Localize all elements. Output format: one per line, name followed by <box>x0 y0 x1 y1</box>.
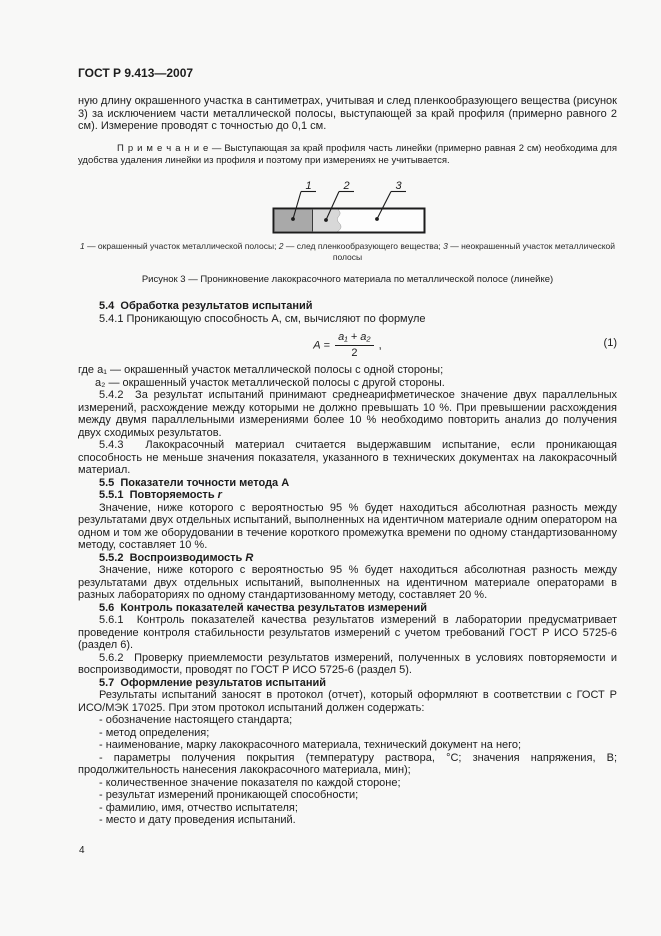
paragraph-5-4-1: 5.4.1 Проникающую способность А, см, вычисляют по формуле <box>99 312 426 325</box>
paragraph-5-7: Результаты испытаний заносят в протокол (отчет), который оформляют в соответствии с ГОСТ Р ИСО/МЭК 17025. При этом протокол испытаний должен содержать: <box>78 689 617 714</box>
formula-denominator: 2 <box>351 347 358 359</box>
paragraph-5-5-1: Значение, ниже которого с вероятностью 95 % будет находиться абсолютная разность между результатами двух отдельных испытаний, выполненных на идентичном материале одним оператором на одном и том же оборудовании в течение короткого промежутка времени по одному стандартизованному методу, составляет 10 %. <box>78 501 617 551</box>
paragraph-5-6-1: 5.6.1 Контроль показателей качества результатов измерений в лаборатории предусматривает проведение контроля стабильности результатов измерений с учетом требований ГОСТ Р ИСО 5725-6 (раздел 6). <box>78 614 617 651</box>
heading-5-5-1-label: 5.5.1 Повторяемость <box>99 489 218 501</box>
formula-comma: , <box>375 339 382 352</box>
where-rest-2: — окрашенный участок металлической полосы с другой стороны. <box>105 376 445 389</box>
legend-text-2: — след пленкообразующего вещества; <box>283 241 444 251</box>
intro-paragraph: ную длину окрашенного участка в сантиметрах, учитывая и след пленкообразующего вещества (рисунок 3) за исключением части металлической полосы, выступающей за край профиля (примерно равного 2 см). Измерение проводят с точностью до 0,1 см. <box>78 95 617 132</box>
page-number: 4 <box>79 845 85 856</box>
section-heading-5-5: 5.5 Показатели точности метода А <box>99 476 290 489</box>
formula-number: (1) <box>603 337 617 349</box>
protocol-item-3: - наименование, марку лакокрасочного материала, технический документ на него; <box>99 739 522 751</box>
figure-3 <box>78 176 617 238</box>
where-clause-1 <box>78 364 617 377</box>
legend-text-3: — неокрашенный участок металлической полосы <box>332 241 616 262</box>
heading-5-5-2-label: 5.5.2 Воспроизводимость <box>99 551 246 564</box>
formula-1 <box>78 331 617 360</box>
figure-label-1: 1 <box>304 180 312 192</box>
leader-dot-1 <box>291 217 295 221</box>
note-label: П р и м е ч а н и е <box>117 142 209 154</box>
legend-num-1: 1 <box>79 241 85 251</box>
leader-dot-3 <box>375 217 379 221</box>
protocol-item-8: - место и дату проведения испытаний. <box>99 814 296 826</box>
formula-lhs: A <box>313 339 321 352</box>
figure-3-drawing <box>263 176 433 238</box>
where-clause-2 <box>78 377 617 390</box>
heading-5-5-1-symbol: r <box>217 489 222 501</box>
paragraph-5-6-2: 5.6.2 Проверку приемлемости результатов измерений, полученных в условиях повторяемости и воспроизводимости, проводят по ГОСТ Р ИСО 5725-6 (раздел 5). <box>78 651 617 676</box>
protocol-item-7: - фамилию, имя, отчество испытателя; <box>99 801 298 814</box>
protocol-item-2: - метод определения; <box>99 726 210 739</box>
legend-num-3: 3 <box>443 241 448 251</box>
protocol-item-1: - обозначение настоящего стандарта; <box>99 714 293 726</box>
formula-numerator: a₁ + a₂ <box>335 331 373 346</box>
figure-legend <box>78 241 617 263</box>
section-heading-5-5-2 <box>78 552 617 565</box>
paragraph-5-4-2: 5.4.2 За результат испытаний принимают среднеарифметическое значение двух параллельных измерений, расхождение между которыми не должно превышать 10 %. При превышении расхождения между двумя параллельными измерениями более 10 % необходимо повторить анализ до получения двух сходимых результатов. <box>78 389 617 439</box>
doc-header: ГОСТ Р 9.413—2007 <box>78 66 194 80</box>
paragraph-5-4-3: 5.4.3 Лакокрасочный материал считается выдержавшим испытание, если проникающая способность не меньше значения показателя, указанного в технических документах на лакокрасочный материал. <box>78 439 617 476</box>
formula-1-row <box>78 329 617 361</box>
section-heading-5-5-1 <box>78 489 617 502</box>
where-pre: где <box>78 364 98 376</box>
where-var-a1: a₁ <box>97 364 107 376</box>
where-rest-1: — окрашенный участок металлической полосы с одной стороны; <box>106 364 444 376</box>
section-heading-5-6: 5.6 Контроль показателей качества результатов измерений <box>99 601 427 614</box>
section-heading-5-7: 5.7 Оформление результатов испытаний <box>99 676 327 689</box>
figure-label-2: 2 <box>342 180 350 192</box>
heading-5-5-2-symbol: R <box>245 551 254 564</box>
protocol-item-5: - количественное значение показателя по каждой стороне; <box>99 776 401 789</box>
note-paragraph <box>78 143 617 167</box>
section-heading-5-4: 5.4 Обработка результатов испытаний <box>99 300 313 312</box>
protocol-item-4: - параметры получения покрытия (температуру раствора, °С; значения напряжения, В; продолжительность нанесения лакокрасочного материала, мин); <box>78 751 617 776</box>
figure-caption: Рисунок 3 — Проникновение лакокрасочного материала по металлической полосе (линейке) <box>141 274 554 285</box>
page-content <box>78 0 617 827</box>
formula-fraction <box>335 331 373 360</box>
paragraph-5-5-2: Значение, ниже которого с вероятностью 95 % будет находиться абсолютная разность между результатами двух отдельных испытаний, выполненных на идентичном материале операторами в разных лабораториях по одному стандартизованному методу, составляет 20 %. <box>78 564 617 601</box>
figure-label-3: 3 <box>394 180 402 192</box>
where-var-a2: a₂ <box>95 376 106 389</box>
formula-equals: = <box>320 339 334 352</box>
legend-text-1: — окрашенный участок металлической полосы; <box>84 241 279 251</box>
note-text: — Выступающая за край профиля часть линейки (примерно равная 2 см) необходима для удобства удаления линейки из профиля и поэтому при измерениях не учитывается. <box>78 142 617 166</box>
leader-dot-2 <box>324 218 328 222</box>
protocol-item-6: - результат измерений проникающей способности; <box>99 789 359 801</box>
legend-num-2: 2 <box>278 241 284 251</box>
